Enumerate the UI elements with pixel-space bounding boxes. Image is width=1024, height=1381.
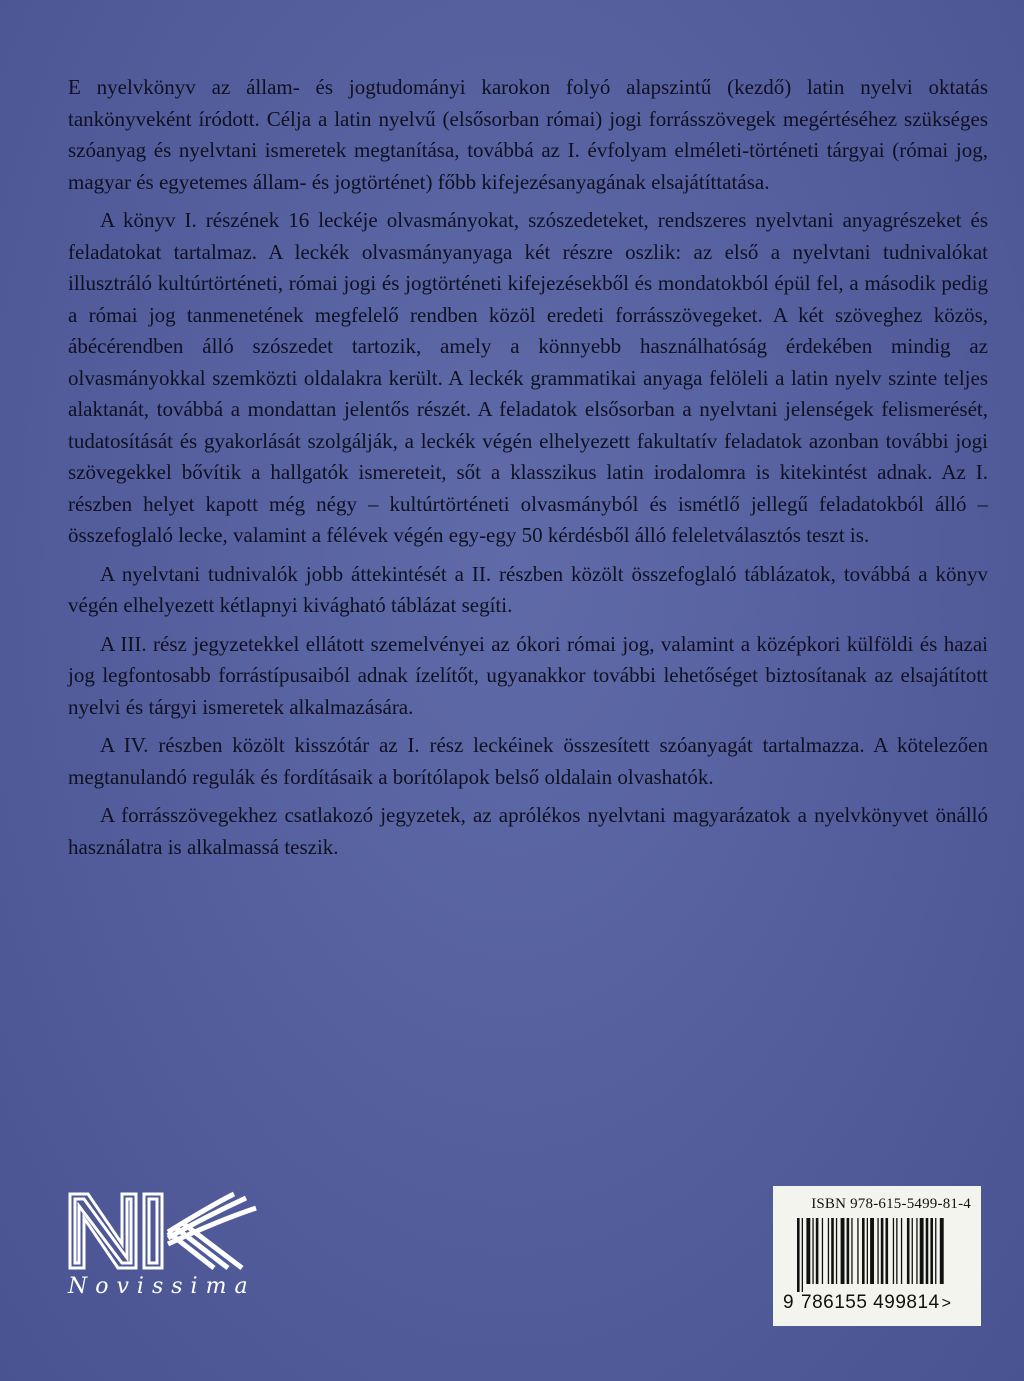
barcode-bar xyxy=(907,1218,910,1284)
barcode-first-digit: 9 xyxy=(783,1292,794,1313)
cover-blurb xyxy=(68,72,988,870)
barcode-bar xyxy=(857,1218,858,1284)
barcode-bar xyxy=(831,1218,834,1284)
barcode-bar xyxy=(862,1218,865,1284)
blurb-paragraph-4: A III. rész jegyzetekkel ellátott szemelvényei az ókori római jog, valamint a középkori külföldi és hazai jog legfontosabb forrástípusaiból adnak ízelítőt, ugyanakkor további lehetőséget biztosítanak az elsajátított nyelvi és tárgyi ismeretek alkalmazására. xyxy=(68,631,988,719)
nk-logo-mark xyxy=(64,1186,264,1276)
barcode-bar xyxy=(822,1218,823,1284)
barcode-number: 786155 499814 xyxy=(801,1292,940,1313)
barcode-bar xyxy=(836,1218,837,1284)
barcode-bar xyxy=(870,1218,874,1284)
barcode-bar xyxy=(797,1218,800,1292)
blurb-paragraph-6: A forrásszövegekhez csatlakozó jegyzetek, az aprólékos nyelvtani magyarázatok a nyelvkönyvet önálló használatra is alkalmassá teszik. xyxy=(68,803,988,859)
barcode-digits xyxy=(783,1292,971,1314)
publisher-name: Novissima xyxy=(68,1274,256,1299)
barcode-arrow: > xyxy=(941,1295,951,1312)
barcode-bar xyxy=(886,1218,889,1284)
barcode-bar xyxy=(912,1218,913,1284)
barcode-bar xyxy=(916,1218,917,1284)
barcode-bar xyxy=(867,1218,868,1284)
barcode-bar xyxy=(901,1218,902,1284)
barcode-bar xyxy=(806,1218,810,1284)
barcode-bar xyxy=(812,1218,813,1284)
barcode-bar xyxy=(893,1218,894,1284)
isbn-label: ISBN 978-615-5499-81-4 xyxy=(811,1196,971,1212)
barcode-bar xyxy=(881,1218,884,1284)
barcode-bar xyxy=(802,1218,803,1292)
barcode-bar xyxy=(877,1218,878,1284)
barcode-bar xyxy=(935,1218,936,1284)
barcode-bars xyxy=(783,1218,971,1292)
barcode-bar xyxy=(841,1218,845,1284)
barcode-bar xyxy=(816,1218,819,1284)
blurb-paragraph-1: E nyelvkönyv az állam- és jogtudományi karokon folyó alapszintű (kezdő) latin nyelvi oktatás tankönyveként íródott. Célja a latin nyelvű (elsősorban római) jogi forrásszövegek megértéséhez szükséges szóanyag és nyelvtani ismeretek megtanítása, továbbá az I. évfolyam elméleti-történeti tárgyai (római jog, magyar és egyetemes állam- és jogtörténet) főbb kifejezésanyagának elsajátíttatása. xyxy=(68,75,988,194)
barcode-bar xyxy=(896,1218,897,1284)
barcode-bar xyxy=(930,1218,933,1284)
barcode-bar xyxy=(828,1218,829,1284)
publisher-logo xyxy=(64,1186,264,1306)
blurb-paragraph-5: A IV. részben közölt kisszótár az I. rész leckéinek összesített szóanyagát tartalmazza. A kötelezően megtanulandó regulák és fordításaik a borítólapok belső oldalain olvashatók. xyxy=(68,733,988,789)
barcode-bar xyxy=(851,1218,852,1284)
blurb-paragraph-2: A könyv I. részének 16 leckéje olvasmányokat, szószedeteket, rendszeres nyelvtani anyagrészeket és feladatokat tartalmaz. A leckék olvasmányanyaga két részre oszlik: az első a nyelvtani tudnivalókat illusztráló kultúrtörténeti, római jogi és jogtörténeti kifejezésekből és mondatokból épül fel, a második pedig a római jog tanmenetének megfelelő rendben közöl eredeti forrásszövegeket. A két szöveghez közös, ábécérendben álló szószedet tartozik, amely a könnyebb használhatóság érdekében mindig az olvasmányokkal szemközti oldalakra került. A leckék grammatikai anyaga felöleli a latin nyelv szinte teljes alaktanát, továbbá a mondattan jelentős részét. A feladatok elsősorban a nyelvtani jelenségek felismerését, tudatosítását és gyakorlását szolgálják, a leckék végén elhelyezett fakultatív feladatok azonban további jogi szövegekkel bővítik a hallgatók ismereteit, sőt a klasszikus latin irodalomra is kitekintést adnak. Az I. részben helyet kapott még négy – kultúrtörténeti olvasmányból és ismétlő jellegű feladatokból álló – összefoglaló lecke, valamint a félévek végén egy-egy 50 kérdésből álló feleletválasztós teszt is. xyxy=(68,208,988,547)
isbn-barcode xyxy=(773,1186,981,1326)
blurb-paragraph-3: A nyelvtani tudnivalók jobb áttekintését a II. részben közölt összefoglaló táblázatok, továbbá a könyv végén elhelyezett kétlapnyi kivágható táblázat segíti. xyxy=(68,561,988,617)
barcode-bar xyxy=(847,1218,850,1284)
barcode-bar xyxy=(940,1218,944,1284)
barcode-bar xyxy=(926,1218,929,1284)
barcode-bar xyxy=(920,1218,924,1284)
